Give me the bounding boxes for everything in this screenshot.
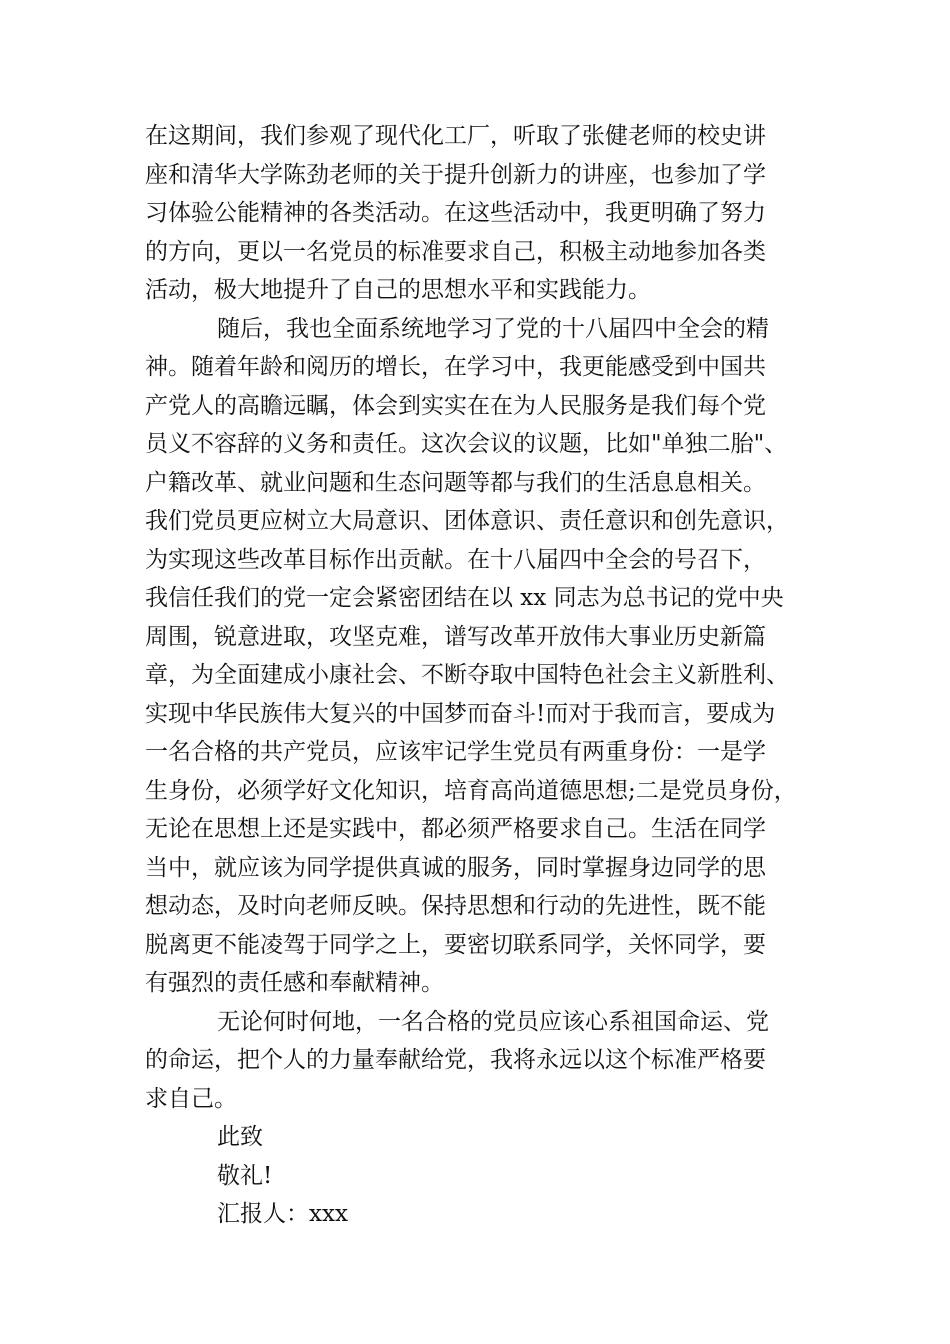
text-line: 座和清华大学陈劲老师的关于提升创新力的讲座，也参加了学 (145, 161, 766, 188)
text-line: 随后，我也全面系统地学习了党的十八届四中全会的精 (217, 315, 769, 342)
text-line: 为实现这些改革目标作出贡献。在十八届四中全会的号召下， (145, 546, 766, 573)
text-line: 有强烈的责任感和奉献精神。 (145, 970, 444, 996)
text-line: 活动，极大地提升了自己的思想水平和实践能力。 (145, 277, 651, 303)
paragraph-1 (145, 117, 825, 310)
text-line: 求自己。 (145, 1085, 237, 1112)
salutation: 此致 (217, 1124, 263, 1150)
paragraph-2 (145, 310, 825, 1003)
text-line: 无论在思想上还是实践中，都必须严格要求自己。生活在同学 (145, 816, 766, 842)
text-line: 想动态，及时向老师反映。保持思想和行动的先进性，既不能 (145, 893, 766, 919)
text-line: 无论何时何地，一名合格的党员应该心系祖国命运、党 (217, 1008, 769, 1035)
text-line: 实现中华民族伟大复兴的中国梦而奋斗!而对于我而言，要成为 (145, 700, 776, 727)
text-line: 我们党员更应树立大局意识、团体意识、责任意识和创先意识， (145, 508, 789, 534)
reporter-signature: 汇报人：xxx (217, 1201, 348, 1227)
text-line: 当中，就应该为同学提供真诚的服务，同时掌握身边同学的思 (145, 854, 766, 881)
text-line: 户籍改革、就业问题和生态问题等都与我们的生活息息相关。 (145, 469, 766, 496)
text-line: 脱离更不能凌驾于同学之上，要密切联系同学，关怀同学，要 (145, 931, 766, 958)
text-line: 的命运，把个人的力量奉献给党，我将永远以这个标准严格要 (145, 1047, 766, 1073)
text-line: 产党人的高瞻远瞩，体会到实实在在为人民服务是我们每个党 (145, 392, 766, 419)
text-line: 生身份，必须学好文化知识，培育高尚道德思想;二是党员身份， (145, 777, 797, 804)
closing-block (145, 1118, 825, 1234)
text-line: 章，为全面建成小康社会、不断夺取中国特色社会主义新胜利、 (145, 662, 789, 688)
document-body (145, 117, 825, 1234)
text-line: 神。随着年龄和阅历的增长，在学习中，我更能感受到中国共 (145, 354, 766, 380)
paragraph-3 (145, 1003, 825, 1119)
text-line: 我信任我们的党一定会紧密团结在以 xx 同志为总书记的党中央 (145, 585, 784, 611)
text-line: 周围，锐意进取，攻坚克难，谱写改革开放伟大事业历史新篇 (145, 623, 766, 650)
regards: 敬礼! (217, 1162, 273, 1189)
text-line: 员义不容辞的义务和责任。这次会议的议题，比如"单独二胎"、 (145, 431, 788, 457)
text-line: 一名合格的共产党员，应该牢记学生党员有两重身份：一是学 (145, 739, 766, 765)
text-line: 习体验公能精神的各类活动。在这些活动中，我更明确了努力 (145, 200, 766, 226)
text-line: 在这期间，我们参观了现代化工厂，听取了张健老师的校史讲 (145, 123, 766, 149)
text-line: 的方向，更以一名党员的标准要求自己，积极主动地参加各类 (145, 238, 766, 265)
